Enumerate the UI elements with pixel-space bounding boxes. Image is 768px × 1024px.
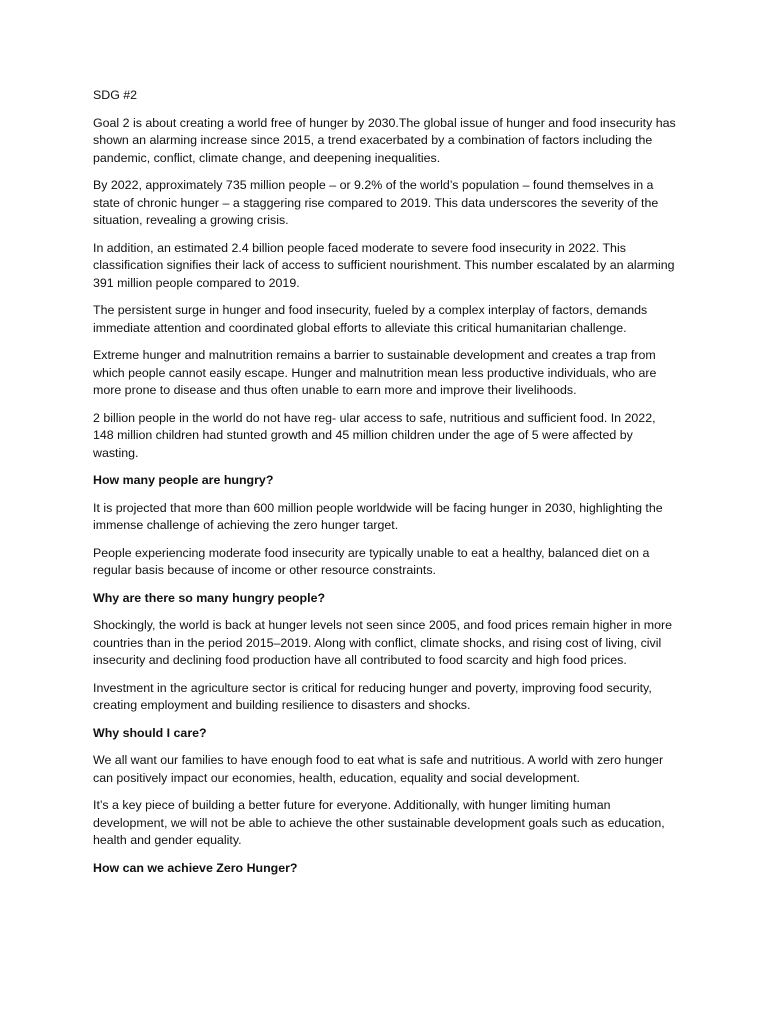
section-heading: How many people are hungry? — [93, 473, 274, 487]
paragraph: Shockingly, the world is back at hunger levels not seen since 2005, and food prices remain higher in more countries than in the period 2015–2019. Along with conflict, climate shocks, and rising cost of living, civil insecurity and declining food production have all contributed to food scarcity and high food prices. — [93, 618, 673, 667]
document-title-line: SDG #2 — [93, 88, 138, 102]
paragraph: Investment in the agriculture sector is critical for reducing hunger and poverty, improving food security, creating employment and building resilience to disasters and shocks. — [93, 680, 652, 712]
paragraph: In addition, an estimated 2.4 billion people faced moderate to severe food insecurity in 2022. This classification signifies their lack of access to sufficient nourishment. This number escalated by an alarming 391 million people compared to 2019. — [93, 240, 675, 290]
paragraph: Extreme hunger and malnutrition remains a barrier to sustainable development and creates a trap from which people cannot easily escape. Hunger and malnutrition mean less productive individuals, who are more prone to disease and thus often unable to earn more and improve their livelihoods. — [93, 348, 657, 397]
paragraph: We all want our families to have enough food to eat what is safe and nutritious. A world with zero hunger can positively impact our economies, health, education, equality and social development. — [93, 753, 664, 785]
paragraph: People experiencing moderate food insecurity are typically unable to eat a healthy, balanced diet on a regular basis because of income or other resource constraints. — [93, 545, 650, 577]
section-heading: How can we achieve Zero Hunger? — [93, 860, 298, 875]
paragraph: Goal 2 is about creating a world free of hunger by 2030.The global issue of hunger and food insecurity has shown an alarming increase since 2015, a trend exacerbated by a combination of factors including the pandemic, conflict, climate change, and deepening inequalities. — [93, 115, 676, 165]
paragraph: By 2022, approximately 735 million people – or 9.2% of the world’s population – found themselves in a state of chronic hunger – a staggering rise compared to 2019. This data underscores the severity of the situation, revealing a growing crisis. — [93, 178, 659, 227]
paragraph: The persistent surge in hunger and food insecurity, fueled by a complex interplay of factors, demands immediate attention and coordinated global efforts to alleviate this critical humanitarian challenge. — [93, 303, 648, 335]
section-heading: Why are there so many hungry people? — [93, 590, 326, 605]
paragraph: 2 billion people in the world do not have reg- ular access to safe, nutritious and sufficient food. In 2022, 148 million children had stunted growth and 45 million children under the age of 5 were affected by wasting. — [93, 410, 656, 460]
paragraph: It’s a key piece of building a better future for everyone. Additionally, with hunger limiting human development, we will not be able to achieve the other sustainable development goals such as education, health and gender equality. — [93, 798, 665, 847]
paragraph: It is projected that more than 600 million people worldwide will be facing hunger in 2030, highlighting the immense challenge of achieving the zero hunger target. — [93, 500, 663, 532]
section-heading: Why should I care? — [93, 725, 207, 740]
